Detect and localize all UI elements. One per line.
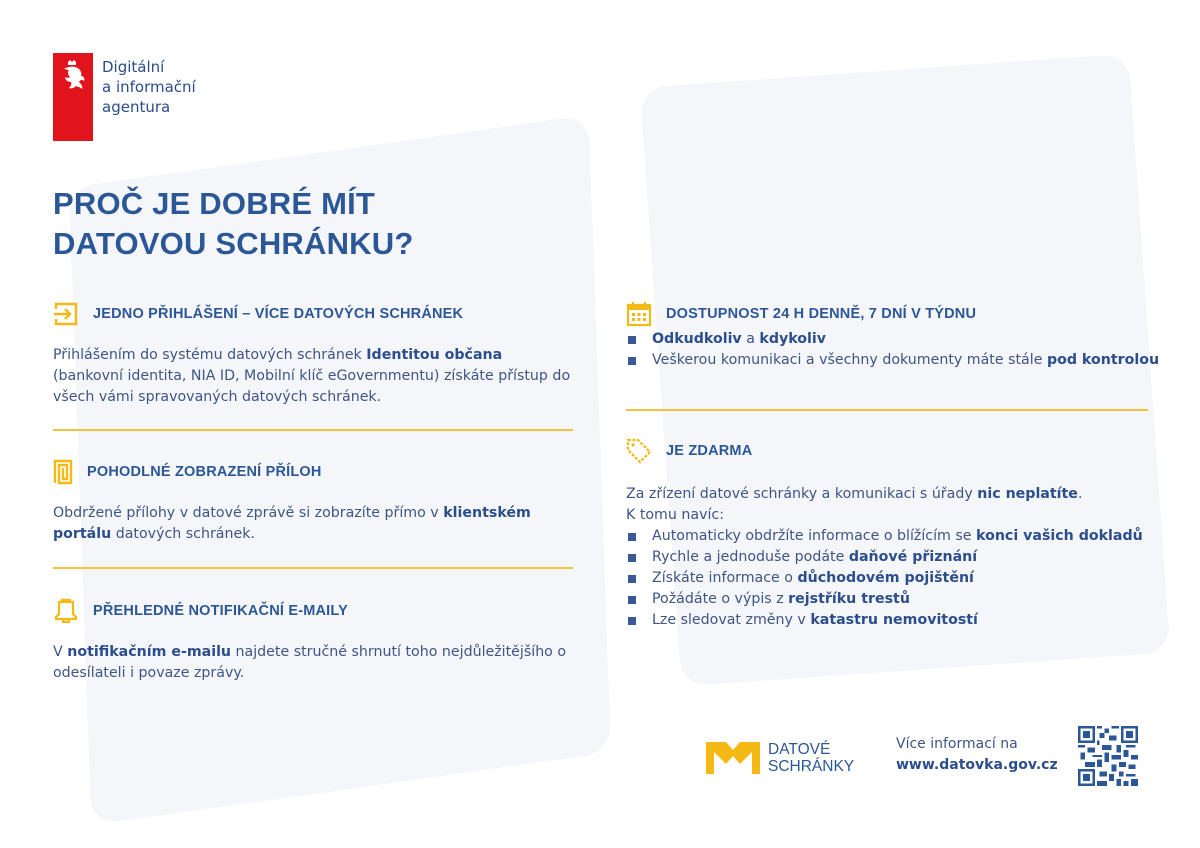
section-notifications: PŘEHLEDNÉ NOTIFIKAČNÍ E-MAILY V notifikačním e-mailu najdete stručné shrnutí toho nejdůležitějšího o odesílateli i povaze zprávy. [53,596,573,684]
website-link[interactable]: www.datovka.gov.cz [896,757,1058,773]
login-arrow-icon [53,301,79,327]
section-single-login: JEDNO PŘIHLÁŠENÍ – VÍCE DATOVÝCH SCHRÁNEK Přihlášením do systému datových schránek Identitou občana (bankovní identita, NIA ID, Mobilní klíč eGovernmentu) získáte přístup do všech vámi spravovaných datových schránek. [53,299,573,408]
attachment-clip-icon [53,459,73,485]
organization-name: Digitální a informační agentura [102,58,196,116]
list-item: Lze sledovat změny v katastru nemovitostí [626,610,1156,631]
calendar-icon [626,301,652,327]
list-item: Rychle a jednoduše podáte daňové přiznání [626,547,1156,568]
section-attachments: POHODLNÉ ZOBRAZENÍ PŘÍLOH Obdržené přílohy v datové zprávě si zobrazíte přímo v klientském portálu datových schránek. [53,457,573,545]
section-body: Obdržené přílohy v datové zprávě si zobrazíte přímo v klientském portálu datových schránek. [53,505,531,542]
bullet-list [626,526,1156,631]
datove-schranky-arrow-icon [706,742,760,774]
section-body: Za zřízení datové schránky a komunikaci s úřady nic neplatíte. K tomu navíc: Automaticky obdržíte informace o blížícím se konci vašich dokladů Rychle a jednoduše podáte daňové přiznání Získáte informace o důchodovém pojištění Požádáte o výpis z rejstříku trestů Lze sledovat změny v katastru nemovitostí [626,484,1156,631]
list-item: Veškerou komunikaci a všechny dokumenty máte stále pod kontrolou [626,350,1148,371]
section-availability: DOSTUPNOST 24 H DENNĚ, 7 DNÍ V TÝDNU Odkudkoliv a kdykoliv Veškerou komunikaci a všechny dokumenty máte stále pod kontrolou [626,299,1148,371]
divider [53,429,573,431]
dia-logo [53,53,196,141]
price-tag-icon [626,438,652,464]
list-item: Odkudkoliv a kdykoliv [626,329,1148,350]
list-item: Získáte informace o důchodovém pojištění [626,568,1156,589]
bullet-list [626,329,1160,371]
divider [53,567,573,569]
divider [626,409,1148,411]
list-item: Automaticky obdržíte informace o blížícím se konci vašich dokladů [626,526,1156,547]
section-body: Přihlášením do systému datových schránek Identitou občana (bankovní identita, NIA ID, Mobilní klíč eGovernmentu) získáte přístup do všech vámi spravovaných datových schránek. [53,347,571,405]
page-title: PROČ JE DOBRÉ MÍT DATOVOU SCHRÁNKU? [53,186,414,261]
logo-emblem-block [53,53,93,141]
qr-code-icon[interactable] [1078,726,1138,786]
czech-lion-icon [58,59,88,93]
bell-icon [53,598,79,624]
datove-schranky-logo: DATOVÉ SCHRÁNKY [706,741,854,775]
section-free: JE ZDARMA Za zřízení datové schránky a komunikaci s úřady nic neplatíte. K tomu navíc: Automaticky obdržíte informace o blížícím se konci vašich dokladů Rychle a jednoduše podáte daňové přiznání Získáte informace o důchodovém pojištění Požádáte o výpis z rejstříku trestů Lze sledovat změny v katastru nemovitostí [626,436,1156,631]
more-info: Více informací na www.datovka.gov.cz [896,736,1058,773]
list-item: Požádáte o výpis z rejstříku trestů [626,589,1156,610]
section-body: V notifikačním e-mailu najdete stručné shrnutí toho nejdůležitějšího o odesílateli i povaze zprávy. [53,644,567,681]
